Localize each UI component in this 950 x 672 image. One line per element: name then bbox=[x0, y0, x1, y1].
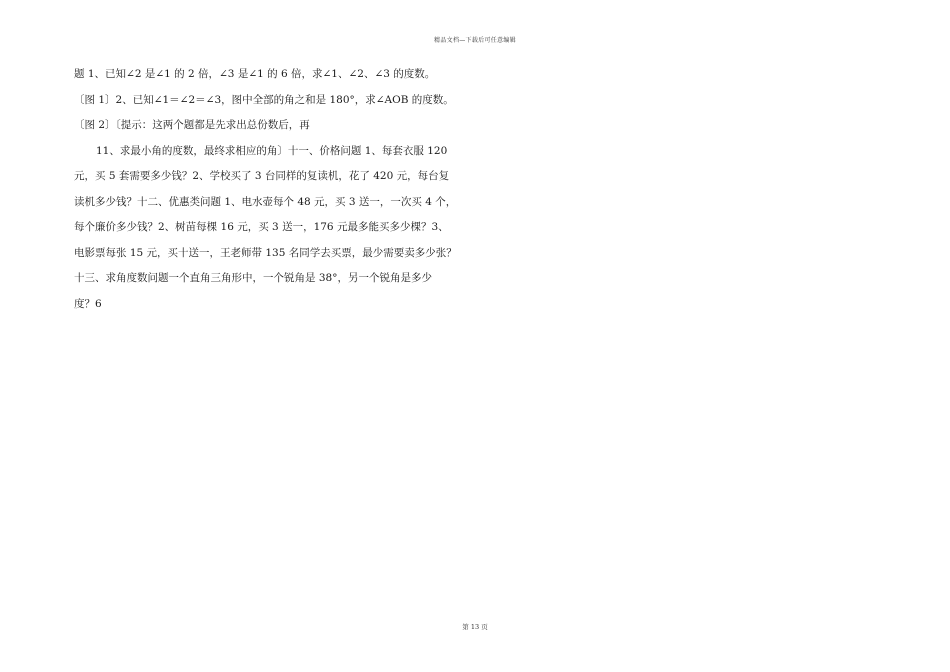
text-line: 〔图 2〕〔提示：这两个题都是先求出总份数后，再 bbox=[74, 119, 310, 131]
text-line: 十三、求角度数问题一个直角三角形中，一个锐角是 38°，另一个锐角是多少 bbox=[74, 272, 432, 284]
text-line: 度？6 bbox=[74, 297, 102, 310]
text-line: 元，买 5 套需要多少钱？2、学校买了 3 台同样的复读机，花了 420 元，每台复 bbox=[74, 170, 450, 182]
page-number: 第 13 页 bbox=[462, 623, 488, 631]
page-header-note: 精品文档—下载后可任意编辑 bbox=[434, 37, 516, 44]
text-line: 每个廉价多少钱？2、树苗每棵 16 元，买 3 送一，176 元最多能买多少棵？3、 bbox=[74, 221, 449, 233]
text-line: 题 1、已知∠2 是∠1 的 2 倍，∠3 是∠1 的 6 倍，求∠1、∠2、∠3 的度数。 bbox=[74, 68, 436, 80]
text-line: 读机多少钱？十二、优惠类问题 1、电水壶每个 48 元，买 3 送一，一次买 4 个， bbox=[74, 195, 457, 208]
text-line: 〔图 1〕2、已知∠1＝∠2＝∠3，图中全部的角之和是 180°，求∠AOB 的度数。 bbox=[74, 93, 454, 106]
text-line: 11、求最小角的度数，最终求相应的角〕十一、价格问题 1、每套衣服 120 bbox=[96, 144, 448, 157]
document-body bbox=[74, 62, 474, 317]
text-line: 电影票每张 15 元，买十送一，王老师带 135 名同学去买票，最少需要卖多少张？ bbox=[74, 246, 457, 259]
